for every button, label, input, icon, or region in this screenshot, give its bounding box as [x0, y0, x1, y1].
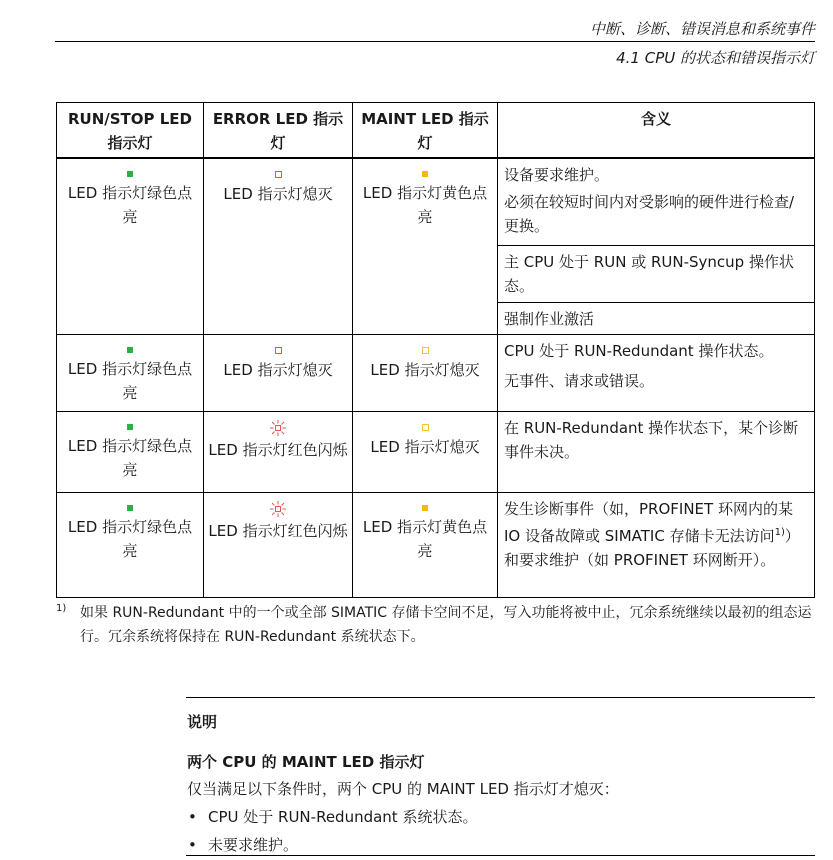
- note-bottom-rule: [186, 855, 815, 856]
- list-item: [187, 803, 815, 831]
- note-bullet-list: [187, 803, 815, 859]
- run-stop-state: LED 指示灯绿色点亮: [67, 517, 193, 560]
- error-state: LED 指示灯熄灭: [223, 185, 333, 203]
- led-green-on-icon: [127, 347, 133, 353]
- footnote-mark: 1): [56, 603, 67, 614]
- table-row: [57, 411, 815, 492]
- maint-cell: [353, 411, 498, 492]
- maint-state: LED 指示灯熄灭: [370, 360, 480, 379]
- led-red-flashing-icon: [269, 420, 287, 436]
- meaning-cell: [498, 492, 815, 597]
- error-cell: [204, 411, 353, 492]
- meaning-text: 无事件、请求或错误。: [504, 371, 655, 390]
- note-label: 说明: [187, 713, 218, 731]
- note-title: 两个 CPU 的 MAINT LED 指示灯: [187, 753, 425, 771]
- note-top-rule: [186, 697, 815, 698]
- header-error: ERROR LED 指示灯: [204, 103, 353, 159]
- table-row: [57, 158, 815, 245]
- footnote-ref: 1): [774, 526, 785, 538]
- header-meaning: 含义: [498, 103, 815, 159]
- run-stop-cell: [57, 411, 204, 492]
- error-state: LED 指示灯红色闪烁: [208, 521, 348, 540]
- meaning-text: [504, 497, 808, 572]
- header-run-stop: RUN/STOP LED 指示灯: [57, 103, 204, 159]
- led-yellow-on-icon: [422, 171, 428, 177]
- meaning-text: CPU 处于 RUN-Redundant 操作状态。: [504, 341, 774, 360]
- led-green-on-icon: [127, 505, 133, 511]
- meaning-text: 强制作业激活: [504, 309, 595, 328]
- meaning-cell: [498, 158, 815, 245]
- led-yellow-on-icon: [422, 505, 428, 511]
- maint-state: LED 指示灯黄色点亮: [362, 184, 488, 226]
- header-maint: MAINT LED 指示灯: [353, 103, 498, 159]
- meaning-text-part: ）和要求维护（如 PROFINET 环网断开）。: [504, 526, 800, 569]
- table-row: [57, 492, 815, 597]
- meaning-text-part: 发生诊断事件（如，PROFINET 环网内的某 IO 设备故障或 SIMATIC 存储卡无法访问: [504, 499, 793, 545]
- bullet-icon: •: [188, 836, 197, 854]
- led-yellow-off-icon: [422, 347, 429, 354]
- error-state: LED 指示灯熄灭: [223, 360, 333, 379]
- meaning-text: 设备要求维护。: [504, 166, 610, 184]
- bullet-icon: •: [188, 808, 197, 826]
- meaning-cell: [498, 302, 815, 334]
- chapter-title: 中断、诊断、错误消息和系统事件: [589, 20, 815, 38]
- error-cell: [204, 158, 353, 334]
- footnote: [56, 601, 816, 649]
- run-stop-cell: [57, 334, 204, 411]
- header-rule: [55, 41, 815, 42]
- error-cell: [204, 492, 353, 597]
- led-red-flashing-icon: [269, 501, 287, 517]
- error-state: LED 指示灯红色闪烁: [208, 440, 348, 459]
- run-stop-state: LED 指示灯绿色点亮: [67, 436, 193, 479]
- meaning-cell: [498, 411, 815, 492]
- list-item-text: CPU 处于 RUN-Redundant 系统状态。: [208, 808, 478, 826]
- meaning-text: 必须在较短时间内对受影响的硬件进行检查/更换。: [504, 193, 795, 235]
- table-header-row: [57, 103, 815, 159]
- led-status-table: [56, 102, 815, 598]
- meaning-text: 在 RUN-Redundant 操作状态下，某个诊断事件未决。: [504, 418, 799, 461]
- run-stop-cell: [57, 492, 204, 597]
- maint-cell: [353, 158, 498, 334]
- maint-state: LED 指示灯黄色点亮: [362, 517, 488, 560]
- table-row: [57, 334, 815, 411]
- led-yellow-off-icon: [422, 424, 429, 431]
- meaning-text: 主 CPU 处于 RUN 或 RUN-Syncup 操作状态。: [504, 252, 794, 295]
- meaning-cell: [498, 245, 815, 302]
- maint-state: LED 指示灯熄灭: [370, 437, 480, 456]
- list-item-text: 未要求维护。: [208, 836, 299, 854]
- note-box: [187, 708, 815, 859]
- led-green-on-icon: [127, 171, 133, 177]
- maint-cell: [353, 492, 498, 597]
- section-title: 4.1 CPU 的状态和错误指示灯: [616, 49, 815, 67]
- maint-cell: [353, 334, 498, 411]
- footnote-text: 如果 RUN-Redundant 中的一个或全部 SIMATIC 存储卡空间不足，写入功能将被中止，冗余系统继续以最初的组态运行。冗余系统将保持在 RUN-Redundant 系统状态下。: [80, 605, 812, 645]
- led-red-off-icon: [275, 347, 282, 354]
- led-red-off-icon: [275, 171, 282, 178]
- note-intro: 仅当满足以下条件时，两个 CPU 的 MAINT LED 指示灯才熄灭：: [187, 780, 619, 798]
- meaning-cell: [498, 334, 815, 411]
- run-stop-cell: [57, 158, 204, 334]
- run-stop-state: LED 指示灯绿色点亮: [67, 184, 193, 226]
- error-cell: [204, 334, 353, 411]
- run-stop-state: LED 指示灯绿色点亮: [67, 359, 193, 402]
- led-green-on-icon: [127, 424, 133, 430]
